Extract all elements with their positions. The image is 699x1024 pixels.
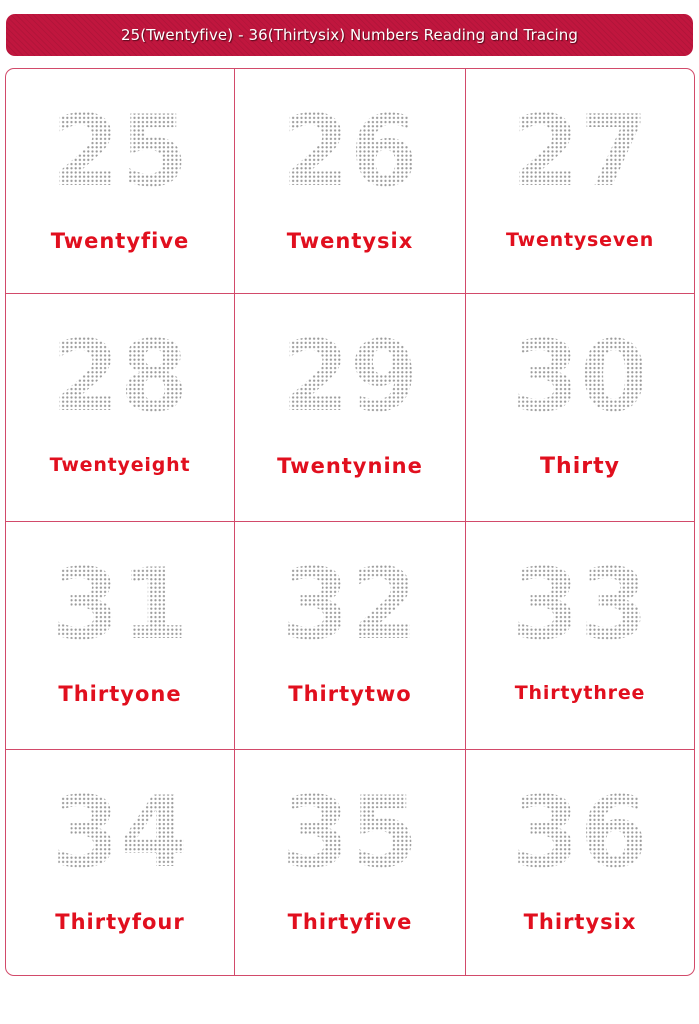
number-word: Thirtyfour xyxy=(55,910,185,934)
dotted-number-trace xyxy=(40,780,200,890)
dotted-numeral xyxy=(270,552,430,662)
traceable-number: 30 xyxy=(511,324,649,434)
dotted-numeral xyxy=(270,324,430,434)
number-card xyxy=(6,294,235,522)
number-word: Thirtysix xyxy=(523,910,637,934)
dotted-numeral xyxy=(270,780,430,890)
dotted-numeral xyxy=(40,99,200,209)
page-title: 25(Twentyfive) - 36(Thirtysix) Numbers Reading and Tracing xyxy=(121,26,578,44)
dotted-number-trace xyxy=(270,324,430,434)
dotted-number-trace xyxy=(500,324,660,434)
number-word: Twentyeight xyxy=(49,454,191,476)
traceable-number: 25 xyxy=(51,99,189,209)
number-card xyxy=(6,750,235,975)
number-card xyxy=(235,294,466,522)
number-card xyxy=(6,69,235,294)
dotted-numeral xyxy=(500,99,660,209)
dotted-numeral xyxy=(40,324,200,434)
dotted-number-trace xyxy=(270,780,430,890)
number-word: Thirtythree xyxy=(514,682,646,704)
dotted-number-trace xyxy=(40,552,200,662)
dotted-numeral xyxy=(270,99,430,209)
number-word: Twentysix xyxy=(286,229,414,253)
traceable-number: 34 xyxy=(51,780,189,890)
traceable-number: 33 xyxy=(511,552,649,662)
number-card xyxy=(466,522,694,750)
number-word: Thirtytwo xyxy=(288,682,412,706)
traceable-number: 27 xyxy=(511,99,649,209)
number-word: Twentyseven xyxy=(505,229,655,251)
number-card xyxy=(235,69,466,294)
traceable-number: 31 xyxy=(51,552,189,662)
title-banner xyxy=(6,14,693,56)
dotted-number-trace xyxy=(500,99,660,209)
number-card xyxy=(466,750,694,975)
traceable-number: 32 xyxy=(281,552,419,662)
number-word: Twentynine xyxy=(277,454,423,478)
dotted-numeral xyxy=(40,780,200,890)
number-card xyxy=(466,69,694,294)
dotted-numeral xyxy=(500,552,660,662)
dotted-numeral xyxy=(40,552,200,662)
number-card xyxy=(466,294,694,522)
traceable-number: 35 xyxy=(281,780,419,890)
dotted-number-trace xyxy=(500,552,660,662)
traceable-number: 29 xyxy=(281,324,419,434)
dotted-number-trace xyxy=(270,552,430,662)
number-word: Thirty xyxy=(540,454,620,479)
number-card xyxy=(235,522,466,750)
traceable-number: 26 xyxy=(281,99,419,209)
number-card xyxy=(235,750,466,975)
dotted-number-trace xyxy=(270,99,430,209)
traceable-number: 36 xyxy=(511,780,649,890)
dotted-numeral xyxy=(500,324,660,434)
number-card-grid xyxy=(5,68,695,976)
number-card xyxy=(6,522,235,750)
dotted-numeral xyxy=(500,780,660,890)
dotted-number-trace xyxy=(500,780,660,890)
number-word: Thirtyfive xyxy=(287,910,413,934)
dotted-number-trace xyxy=(40,99,200,209)
number-word: Twentyfive xyxy=(50,229,190,253)
traceable-number: 28 xyxy=(51,324,189,434)
dotted-number-trace xyxy=(40,324,200,434)
number-word: Thirtyone xyxy=(58,682,182,706)
